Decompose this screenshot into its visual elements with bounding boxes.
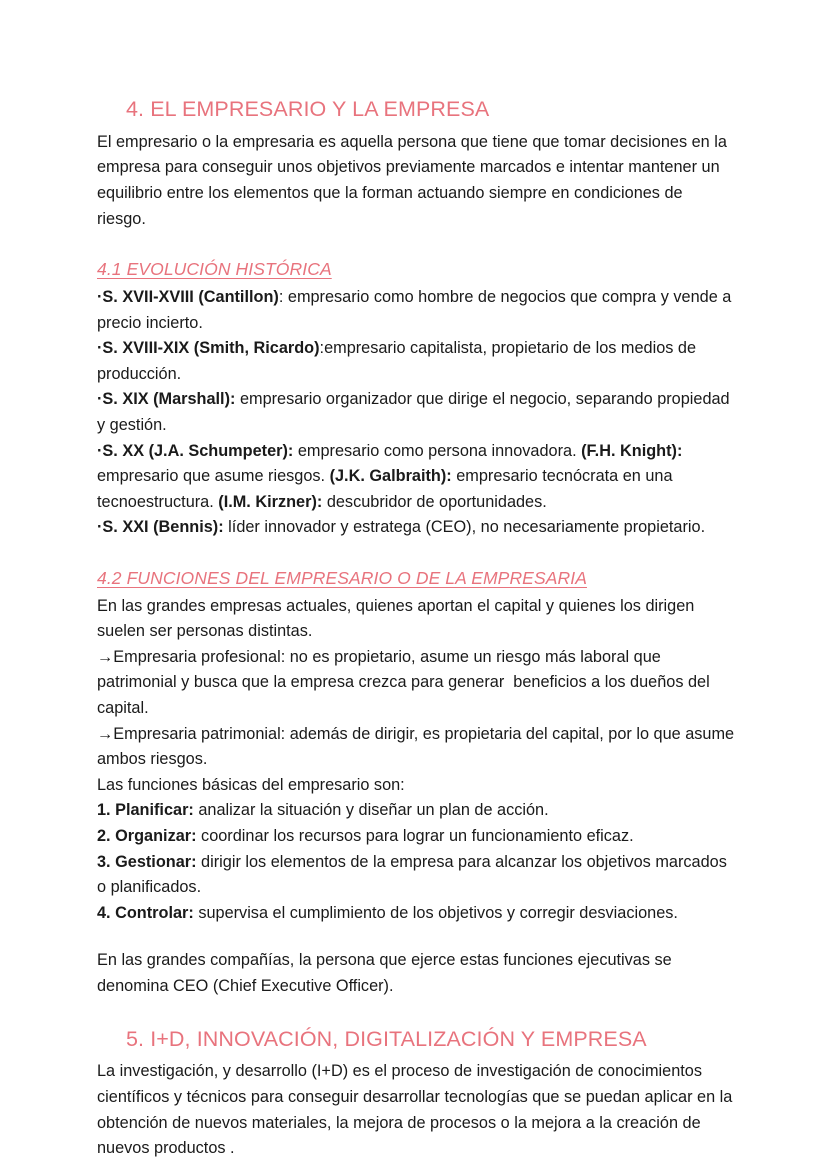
list-item-lead: ·S. XX (J.A. Schumpeter):: [97, 441, 294, 460]
list-item: [97, 387, 735, 438]
list-item: [97, 285, 735, 336]
function-item-text: coordinar los recursos para lograr un funcionamiento eficaz.: [196, 827, 634, 846]
list-item-text: líder innovador y estratega (CEO), no necesariamente propietario.: [223, 518, 706, 537]
function-item-lead: 4. Controlar:: [97, 903, 194, 922]
ceo-closing-paragraph: En las grandes compañías, la persona que ejerce estas funciones ejecutivas se denomina CEO (Chief Executive Officer).: [97, 951, 677, 995]
function-item-1: [97, 798, 735, 824]
list-item-lead: ·S. XVII-XVIII (Cantillon): [97, 288, 279, 306]
functions-intro: Las funciones básicas del empresario son:: [97, 775, 405, 794]
function-item-text: analizar la situación y diseñar un plan de acción.: [193, 801, 549, 820]
document-content: [97, 96, 739, 1162]
arrow-item-patrimonial: →Empresaria patrimonial: además de dirigir, es propietaria del capital, por lo que asume ambos riesgos.: [97, 724, 739, 769]
subsection-4-2-intro: En las grandes empresas actuales, quienes aportan el capital y quienes los dirigen suelen ser personas distintas.: [97, 596, 699, 641]
list-item-lead: ·S. XIX (Marshall):: [97, 390, 236, 409]
list-item-bold-galbraith: (J.K. Galbraith):: [329, 467, 452, 486]
list-item-text-4: descubridor de oportunidades.: [322, 492, 547, 511]
list-item-text-2: empresario que asume riesgos.: [97, 441, 687, 486]
section-4-title: 4. EL EMPRESARIO Y LA EMPRESA: [126, 97, 490, 121]
list-item-text-1: empresario como persona innovadora.: [293, 441, 582, 460]
list-item-schumpeter: [97, 439, 735, 516]
list-item-bold-kirzner: (I.M. Kirzner):: [218, 492, 323, 511]
list-item-bennis: [97, 515, 735, 541]
function-item-text: supervisa el cumplimiento de los objetivos y corregir desviaciones.: [193, 903, 678, 922]
list-item-text: empresario como hombre de negocios que compra y vende a precio incierto.: [97, 288, 736, 332]
function-item-2: [97, 824, 735, 850]
list-item-text: empresario organizador que dirige el negocio, separando propiedad y gestión.: [97, 390, 735, 434]
function-item-lead: 2. Organizar:: [97, 827, 197, 846]
spacer: [97, 541, 735, 567]
function-item-text: dirigir los elementos de la empresa para alcanzar los objetivos marcados o planificados.: [97, 852, 732, 897]
list-item-bold-knight: (F.H. Knight):: [581, 441, 683, 460]
spacer: [97, 1000, 735, 1026]
subsection-4-2-title: 4.2 FUNCIONES DEL EMPRESARIO O DE LA EMPRESARIA: [97, 567, 587, 588]
section-4-intro-paragraph: El empresario o la empresaria es aquella persona que tiene que tomar decisiones en la empresa para conseguir unos objetivos previamente marcados e intentar mantener un equilibrio entre los elementos que la forman actuando siempre en condiciones de riesgo.: [97, 132, 732, 228]
function-item-4: [97, 901, 735, 927]
list-item-text: empresario capitalista, propietario de los medios de producción.: [97, 339, 701, 383]
subsection-4-1-title: 4.1 EVOLUCIÓN HISTÓRICA: [97, 259, 332, 280]
section-5-title: 5. I+D, INNOVACIÓN, DIGITALIZACIÓN Y EMPRESA: [126, 1026, 647, 1051]
list-item: [97, 336, 735, 387]
list-item-lead: ·S. XXI (Bennis):: [97, 518, 224, 537]
function-item-lead: 1. Planificar:: [97, 801, 194, 820]
spacer: [97, 232, 735, 258]
list-item-lead-tail: :: [278, 288, 284, 306]
list-item-lead-tail: :: [319, 339, 325, 358]
list-item-text-3: empresario tecnócrata en una tecnoestructura.: [97, 467, 678, 511]
spacer: [97, 926, 735, 948]
section-5-intro-paragraph: La investigación, y desarrollo (I+D) es el proceso de investigación de conocimientos científicos y técnicos para conseguir desarrollar tecnologías que se puedan aplicar en la obtención de nuevos materiales, la mejora de procesos o la mejora a la creación de nuevos productos .: [97, 1062, 737, 1158]
list-item-lead: ·S. XVIII-XIX (Smith, Ricardo): [97, 339, 320, 358]
function-item-3: [97, 850, 735, 901]
arrow-item-profesional: →Empresaria profesional: no es propietario, asume un riesgo más laboral que patrimonial y busca que la empresa crezca para generar beneficios a los dueños del capital.: [97, 647, 715, 718]
function-item-lead: 3. Gestionar:: [97, 852, 197, 871]
